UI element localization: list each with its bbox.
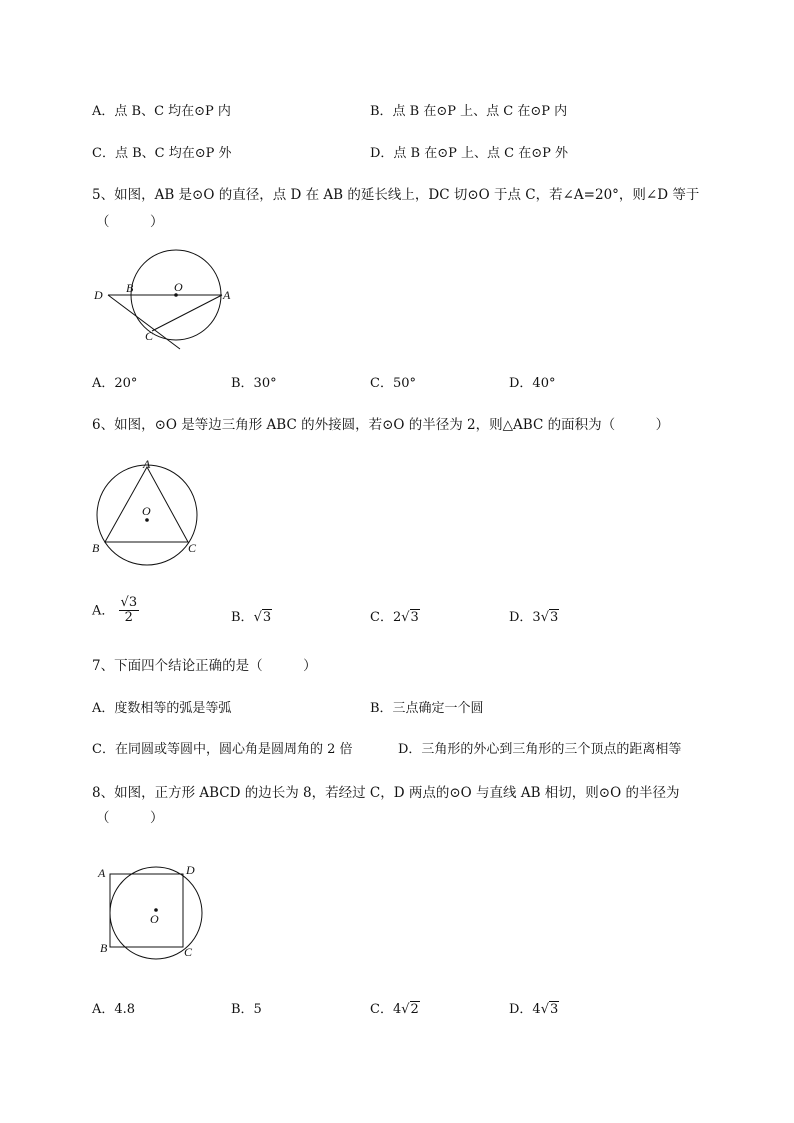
q8-answer-bracket: （ ） <box>96 810 164 826</box>
q6-stem: 6、如图，⊙O 是等边三角形 ABC 的外接圆，若⊙O 的半径为 2，则△ABC 的面积为（ ） <box>92 417 670 433</box>
q5-label-a: A <box>223 288 231 302</box>
q6-option-d-prefix: D．3 <box>509 610 541 625</box>
q8-stem: 8、如图，正方形 ABCD 的边长为 8，若经过 C，D 两点的⊙O 与直线 AB 相切，则⊙O 的半径为 <box>92 785 680 801</box>
q8-label-a: A <box>98 866 106 880</box>
q6-option-d-radicand: 3 <box>550 610 559 625</box>
q6-option-a-prefix: A． <box>92 603 115 619</box>
q6-option-b: B．√3 <box>231 610 272 625</box>
q5-chord-ca <box>152 295 222 331</box>
q5-label-c: C <box>145 329 154 343</box>
q8-figure <box>92 858 212 963</box>
q6-option-a-numerator: √3 <box>120 595 138 610</box>
q6-label-b: B <box>92 541 100 555</box>
q8-label-d: D <box>186 863 195 877</box>
q6-option-d: D．3√3 <box>509 610 559 625</box>
q6-label-o: O <box>142 504 151 518</box>
q7-option-a: A．度数相等的弧是等弧 <box>92 701 232 716</box>
q5-option-a: A．20° <box>92 376 138 391</box>
q6-label-a: A <box>143 457 151 471</box>
q7-option-c: C．在同圆或等圆中，圆心角是圆周角的 2 倍 <box>92 742 353 757</box>
q4-option-b: B．点 B 在⊙P 上、点 C 在⊙P 内 <box>370 104 568 119</box>
q6-option-a-denominator: 2 <box>124 610 133 626</box>
q5-label-o: O <box>174 280 183 294</box>
q5-stem: 5、如图，AB 是⊙O 的直径，点 D 在 AB 的延长线上，DC 切⊙O 于点 C，若∠A=20°，则∠D 等于 <box>92 187 700 203</box>
q6-center-dot <box>145 518 149 522</box>
q6-option-b-radicand: 3 <box>262 610 272 625</box>
q8-option-d-prefix: D．4 <box>509 1002 541 1017</box>
q4-option-a: A．点 B、C 均在⊙P 内 <box>92 104 231 119</box>
q5-figure <box>88 245 248 355</box>
q5-option-d: D．40° <box>509 376 556 391</box>
q5-option-b: B．30° <box>231 376 277 391</box>
q4-option-c: C．点 B、C 均在⊙P 外 <box>92 146 232 161</box>
q4-option-d: D．点 B 在⊙P 上、点 C 在⊙P 外 <box>370 146 568 161</box>
q5-answer-bracket: （ ） <box>96 214 164 230</box>
q8-option-c-radicand: 2 <box>410 1002 419 1017</box>
q7-stem: 7、下面四个结论正确的是（ ） <box>92 658 317 674</box>
q5-option-c: C．50° <box>370 376 416 391</box>
q8-option-d: D．4√3 <box>509 1002 559 1017</box>
q5-label-b: B <box>126 281 134 295</box>
q6-option-b-prefix: B． <box>231 610 254 625</box>
q6-figure <box>88 455 208 570</box>
q6-option-c: C．2√3 <box>370 610 419 625</box>
q8-label-o: O <box>150 912 159 926</box>
q8-label-c: C <box>184 945 193 959</box>
q6-option-a-fraction <box>119 596 140 626</box>
q8-option-b: B．5 <box>231 1002 262 1017</box>
q8-option-d-radicand: 3 <box>550 1002 559 1017</box>
q8-option-a: A．4.8 <box>92 1002 136 1017</box>
q7-option-d: D．三角形的外心到三角形的三个顶点的距离相等 <box>398 742 682 757</box>
q8-option-c: C．4√2 <box>370 1002 419 1017</box>
q6-label-c: C <box>188 541 197 555</box>
q6-option-a <box>92 596 139 626</box>
q8-square <box>110 874 183 947</box>
q6-option-c-prefix: C．2 <box>370 610 402 625</box>
q7-option-b: B．三点确定一个圆 <box>370 701 484 716</box>
q6-option-c-radicand: 3 <box>410 610 419 625</box>
q5-label-d: D <box>94 288 103 302</box>
q8-option-c-prefix: C．4 <box>370 1002 402 1017</box>
q8-label-b: B <box>100 941 108 955</box>
